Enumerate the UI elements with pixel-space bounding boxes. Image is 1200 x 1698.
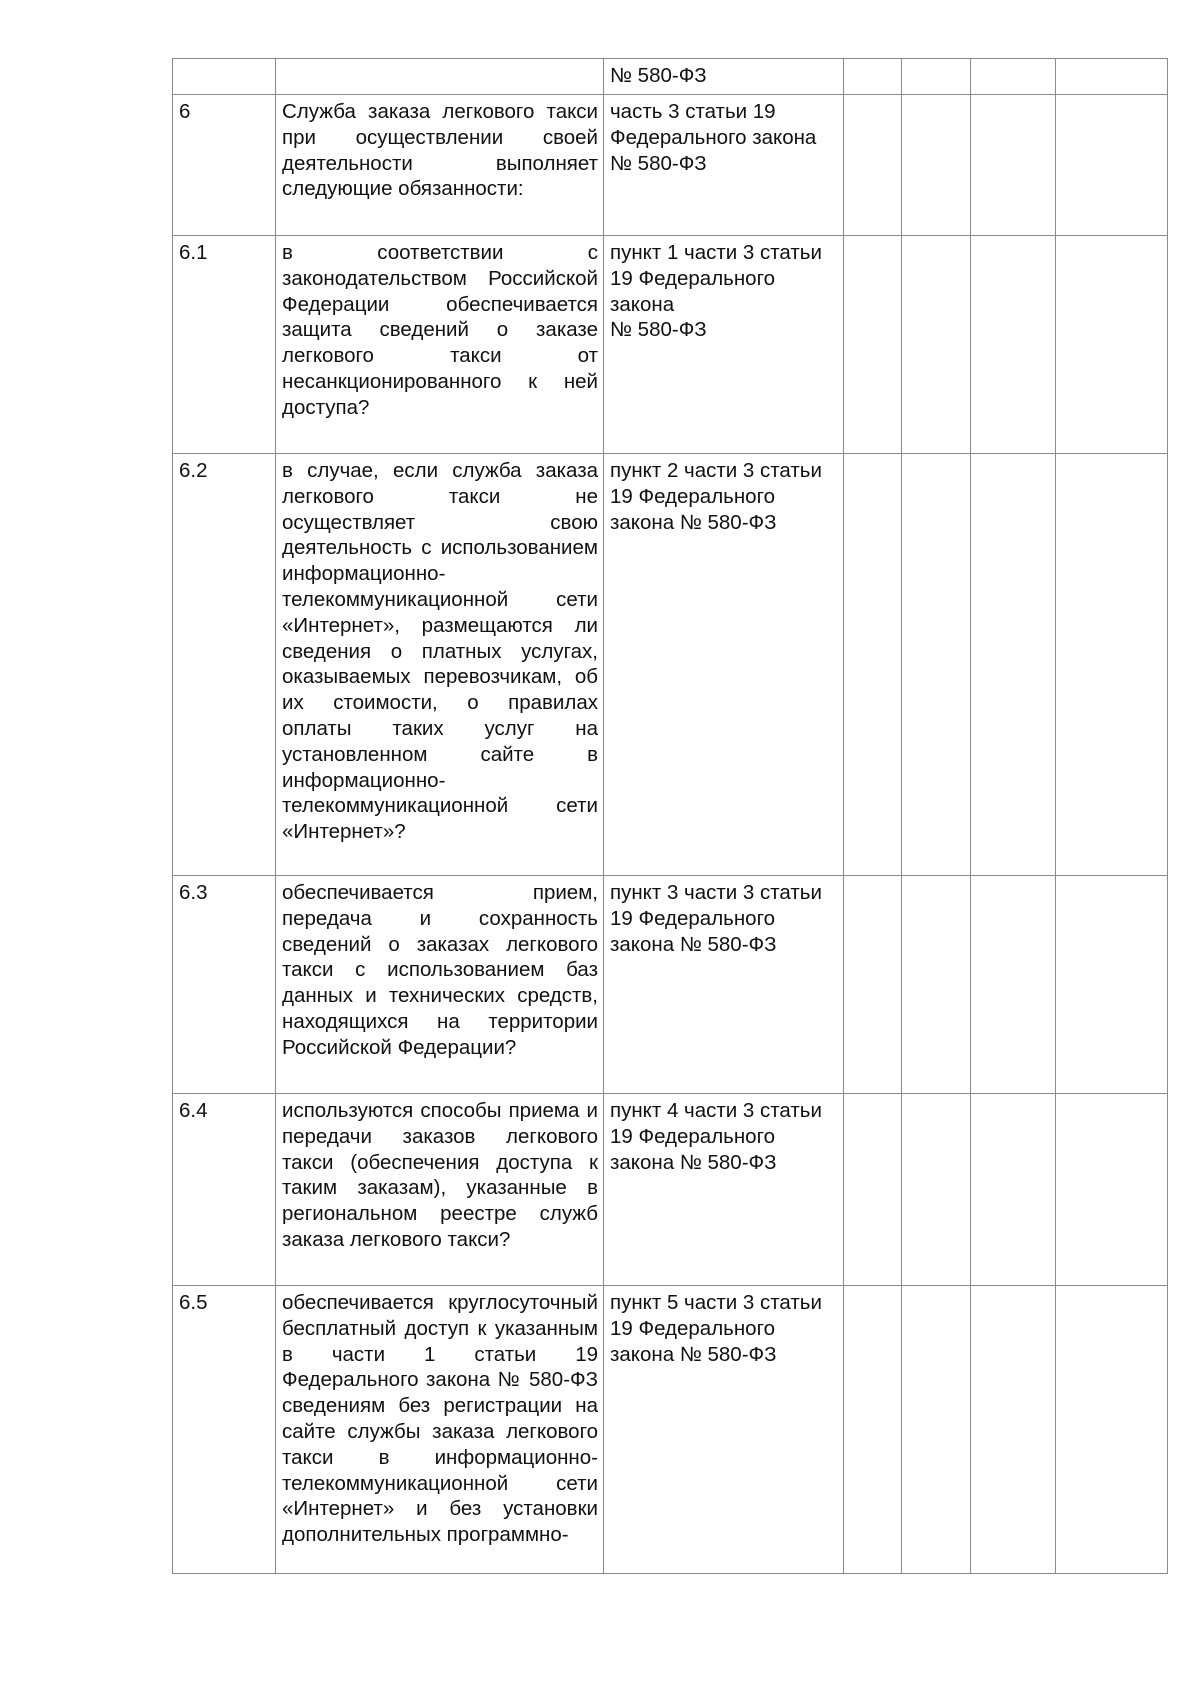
question-cell: обеспечивается прием, передача и сохранность сведений о заказах легкового такси с использованием баз данных и технических средств, находящихся на территории Российской Федерации? bbox=[276, 876, 604, 1094]
item-number-cell: 6 bbox=[173, 95, 276, 236]
table-row bbox=[173, 95, 1168, 236]
answer-cell-empty bbox=[844, 454, 902, 876]
checklist-table bbox=[172, 58, 1168, 1574]
legal-reference-cell: № 580-ФЗ bbox=[604, 59, 844, 95]
notes-cell-empty bbox=[1056, 1094, 1168, 1286]
item-number-cell: 6.2 bbox=[173, 454, 276, 876]
answer-cell-empty bbox=[902, 876, 971, 1094]
answer-cell-empty bbox=[844, 1094, 902, 1286]
question-cell: в случае, если служба заказа легкового такси не осуществляет свою деятельность с использованием информационно-телекоммуникационной сети «Интернет», размещаются ли сведения о платных услугах, оказываемых перевозчикам, об их стоимости, о правилах оплаты таких услуг на установленном сайте в информационно-телекоммуникационной сети «Интернет»? bbox=[276, 454, 604, 876]
question-cell: в соответствии с законодательством Российской Федерации обеспечивается защита сведений о заказе легкового такси от несанкционированного к ней доступа? bbox=[276, 236, 604, 454]
answer-cell-empty bbox=[971, 95, 1056, 236]
legal-reference-cell: пункт 4 части 3 статьи 19 Федерального закона № 580-ФЗ bbox=[604, 1094, 844, 1286]
answer-cell-empty bbox=[902, 1094, 971, 1286]
table-row bbox=[173, 1286, 1168, 1574]
notes-cell-empty bbox=[1056, 95, 1168, 236]
question-cell bbox=[276, 59, 604, 95]
legal-reference-cell: часть 3 статьи 19 Федерального закона № 580-ФЗ bbox=[604, 95, 844, 236]
item-number-cell: 6.5 bbox=[173, 1286, 276, 1574]
question-cell: используются способы приема и передачи заказов легкового такси (обеспечения доступа к таким заказам), указанные в региональном реестре служб заказа легкового такси? bbox=[276, 1094, 604, 1286]
table-row bbox=[173, 454, 1168, 876]
answer-cell-empty bbox=[971, 1094, 1056, 1286]
item-number-cell bbox=[173, 59, 276, 95]
item-number-cell: 6.1 bbox=[173, 236, 276, 454]
item-number-cell: 6.4 bbox=[173, 1094, 276, 1286]
answer-cell-empty bbox=[844, 876, 902, 1094]
item-number-cell: 6.3 bbox=[173, 876, 276, 1094]
question-cell: Служба заказа легкового такси при осуществлении своей деятельности выполняет следующие обязанности: bbox=[276, 95, 604, 236]
question-cell: обеспечивается круглосуточный бесплатный доступ к указанным в части 1 статьи 19 Федерального закона № 580-ФЗ сведениям без регистрации на сайте службы заказа легкового такси в информационно-телекоммуникационной сети «Интернет» и без установки дополнительных программно- bbox=[276, 1286, 604, 1574]
legal-reference-cell: пункт 5 части 3 статьи 19 Федерального закона № 580-ФЗ bbox=[604, 1286, 844, 1574]
notes-cell-empty bbox=[1056, 454, 1168, 876]
answer-cell-empty bbox=[844, 1286, 902, 1574]
answer-cell-empty bbox=[902, 1286, 971, 1574]
legal-reference-cell: пункт 1 части 3 статьи 19 Федерального закона № 580-ФЗ bbox=[604, 236, 844, 454]
notes-cell-empty bbox=[1056, 236, 1168, 454]
answer-cell-empty bbox=[844, 236, 902, 454]
answer-cell-empty bbox=[902, 59, 971, 95]
legal-reference-cell: пункт 2 части 3 статьи 19 Федерального закона № 580-ФЗ bbox=[604, 454, 844, 876]
legal-reference-cell: пункт 3 части 3 статьи 19 Федерального закона № 580-ФЗ bbox=[604, 876, 844, 1094]
notes-cell-empty bbox=[1056, 876, 1168, 1094]
notes-cell-empty bbox=[1056, 59, 1168, 95]
table-row bbox=[173, 1094, 1168, 1286]
table-row bbox=[173, 876, 1168, 1094]
answer-cell-empty bbox=[844, 95, 902, 236]
answer-cell-empty bbox=[971, 236, 1056, 454]
answer-cell-empty bbox=[902, 95, 971, 236]
answer-cell-empty bbox=[971, 1286, 1056, 1574]
answer-cell-empty bbox=[902, 236, 971, 454]
answer-cell-empty bbox=[971, 454, 1056, 876]
answer-cell-empty bbox=[971, 59, 1056, 95]
table-row bbox=[173, 59, 1168, 95]
notes-cell-empty bbox=[1056, 1286, 1168, 1574]
answer-cell-empty bbox=[971, 876, 1056, 1094]
table-row bbox=[173, 236, 1168, 454]
answer-cell-empty bbox=[844, 59, 902, 95]
answer-cell-empty bbox=[902, 454, 971, 876]
